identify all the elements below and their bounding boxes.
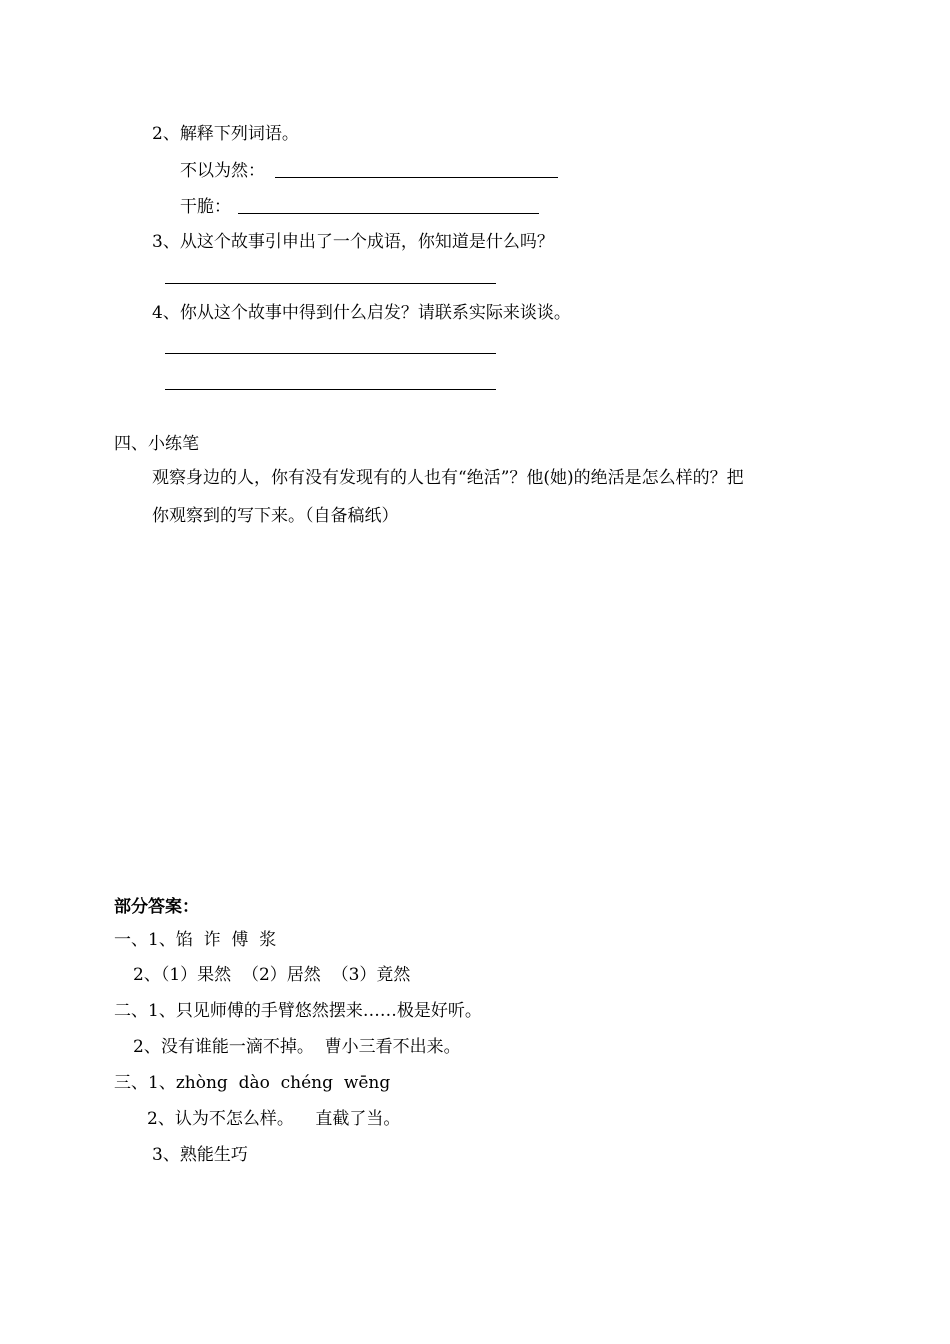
question-4-title: 4、你从这个故事中得到什么启发？请联系实际来谈谈。 (152, 303, 571, 323)
answer-3-3: 3、熟能生巧 (152, 1145, 248, 1165)
question-2-term-1: 不以为然： (180, 161, 265, 181)
section-4-prompt-line-2: 你观察到的写下来。（自备稿纸） (152, 506, 399, 526)
answer-2-2: 2、没有谁能一滴不掉。 曹小三看不出来。 (133, 1037, 461, 1057)
answers-heading: 部分答案： (114, 897, 199, 917)
question-2-title: 2、解释下列词语。 (152, 124, 299, 144)
answer-1-2: 2、（1）果然 （2）居然 （3）竟然 (133, 965, 411, 985)
section-4-heading: 四、小练笔 (114, 434, 199, 454)
answer-blank-question-4-line-1[interactable] (165, 353, 496, 354)
section-4-prompt-line-1: 观察身边的人，你有没有发现有的人也有“绝活”？他(她)的绝活是怎么样的？把 (152, 468, 744, 488)
answer-3-1: 三、1、zhòng dào chéng wēng (114, 1073, 391, 1093)
answer-blank-term-1[interactable] (275, 177, 558, 178)
answer-2-1: 二、1、只见师傅的手臂悠然摆来……极是好听。 (114, 1001, 482, 1021)
question-2-term-2: 干脆： (180, 197, 231, 217)
answer-blank-question-3[interactable] (165, 283, 496, 284)
answer-3-2: 2、认为不怎么样。 直截了当。 (147, 1109, 401, 1129)
question-3-title: 3、从这个故事引申出了一个成语，你知道是什么吗？ (152, 232, 554, 252)
answer-1-1: 一、1、馅 诈 傅 浆 (114, 930, 277, 950)
answer-blank-term-2[interactable] (238, 213, 539, 214)
answer-blank-question-4-line-2[interactable] (165, 389, 496, 390)
